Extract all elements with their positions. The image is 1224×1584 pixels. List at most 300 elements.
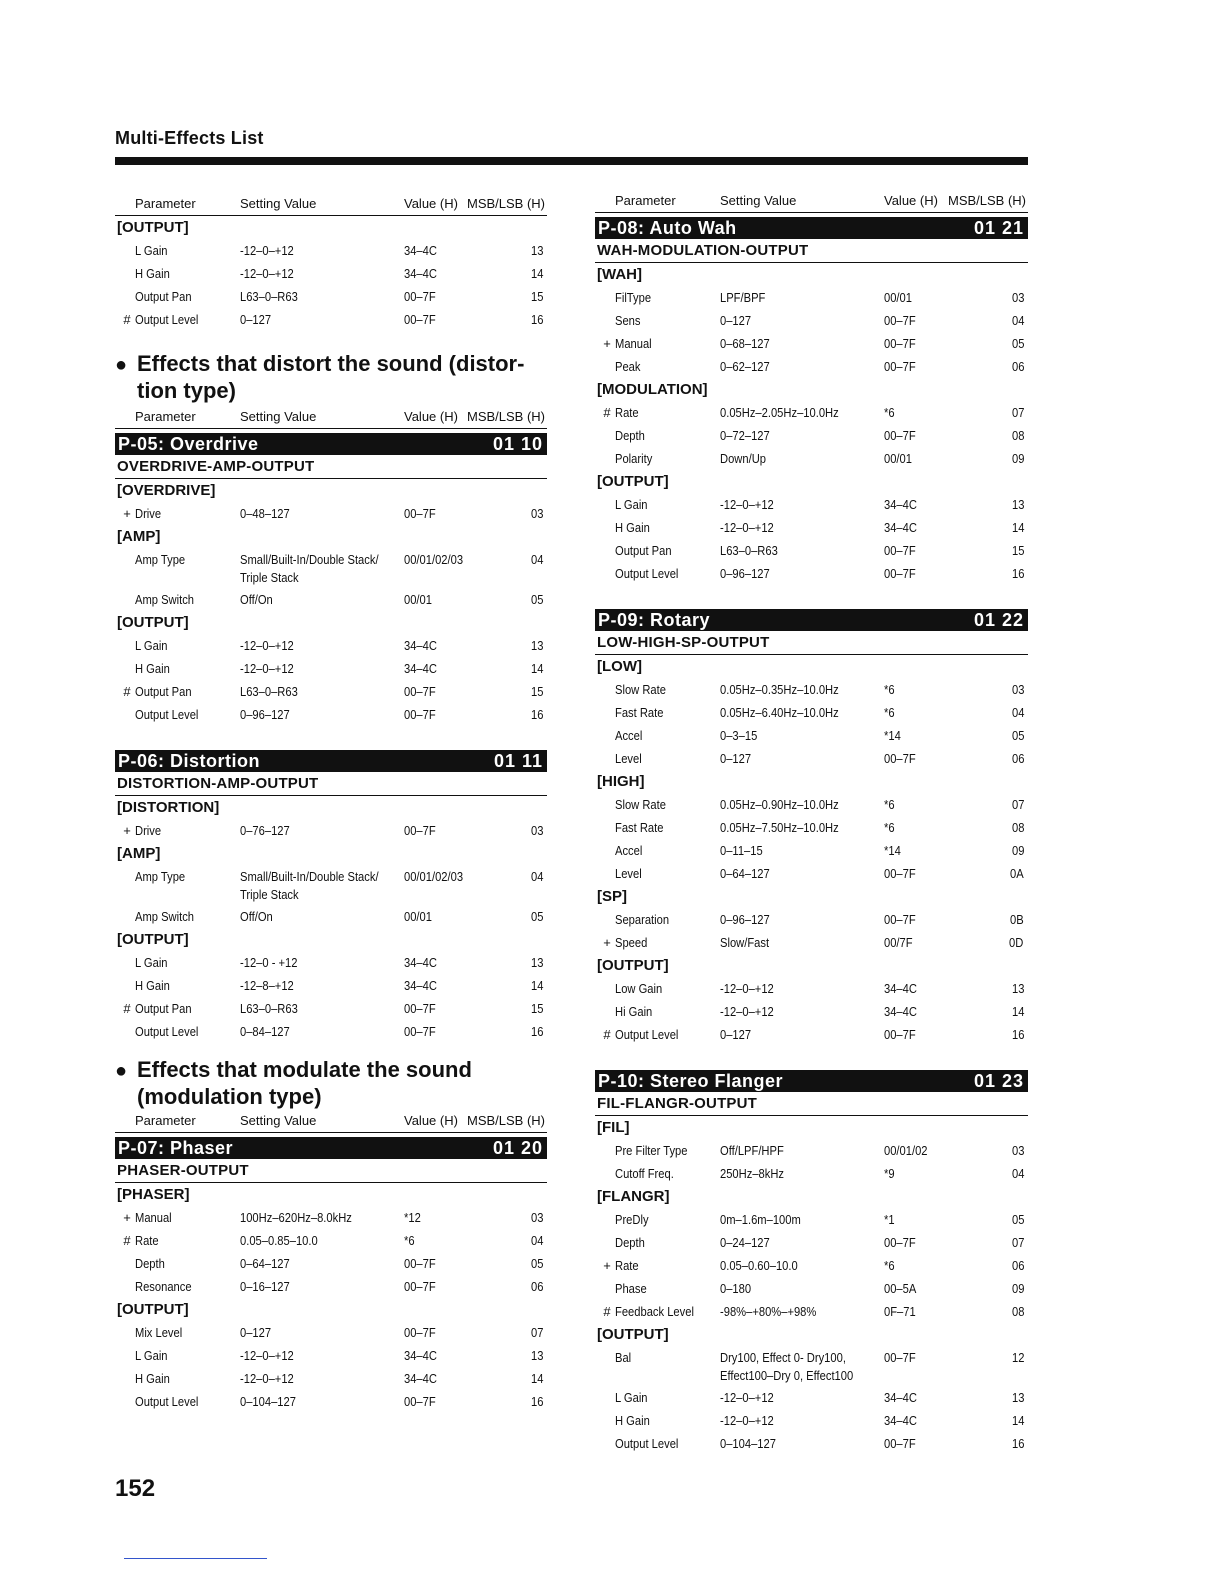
setting-line1: 0.05Hz–7.50Hz–10.0Hz: [720, 820, 839, 835]
section-heading-distort: [115, 351, 547, 404]
effect-chain: WAH-MODULATION-OUTPUT: [595, 239, 1028, 263]
setting-value: [240, 977, 294, 995]
parameter-name: H Gain: [135, 661, 170, 676]
msb-lsb: 14: [1011, 520, 1024, 535]
setting-line1: L63–0–R63: [240, 1001, 298, 1016]
value-hex: 00/01/02/03: [404, 869, 464, 884]
group-label: [OUTPUT]: [117, 614, 189, 631]
setting-line1: 0–96–127: [720, 566, 770, 581]
value-hex: 00–7F: [404, 707, 436, 722]
value-hex: *9: [884, 1166, 895, 1181]
value-hex: 0F–71: [884, 1304, 916, 1319]
setting-line1: 0–84–127: [240, 1024, 290, 1039]
group-label: [OUTPUT]: [597, 1326, 669, 1343]
parameter-name: Amp Type: [135, 869, 186, 884]
setting-value: [240, 1324, 271, 1342]
msb-lsb: 08: [1011, 820, 1024, 835]
value-hex: 00–7F: [884, 912, 916, 927]
setting-line1: 0–96–127: [720, 912, 770, 927]
table-row: [595, 332, 1028, 355]
group-label: [MODULATION]: [597, 381, 708, 398]
parameter-name: Hi Gain: [615, 1004, 653, 1019]
row-marker: #: [123, 684, 131, 699]
setting-line1: 0–3–15: [720, 728, 758, 743]
setting-value: [240, 1232, 318, 1250]
value-hex: 00/01: [884, 451, 912, 466]
setting-value: [720, 727, 757, 745]
setting-value: [720, 980, 774, 998]
msb-lsb: 13: [530, 1348, 543, 1363]
msb-lsb: 05: [1011, 1212, 1024, 1227]
setting-line1: 0–68–127: [720, 336, 770, 351]
setting-value: [720, 1003, 774, 1021]
group-label: [AMP]: [117, 528, 161, 545]
table-row: [595, 931, 1028, 954]
msb-lsb: 04: [530, 869, 543, 884]
value-hex: 34–4C: [884, 520, 917, 535]
msb-lsb: 15: [1011, 543, 1024, 558]
value-hex: *1: [884, 1212, 895, 1227]
group-label: [OUTPUT]: [117, 1301, 189, 1318]
parameter-name: Output Level: [615, 566, 679, 581]
setting-value: [720, 519, 774, 537]
msb-lsb: 15: [530, 684, 543, 699]
table-row: [595, 862, 1028, 885]
table-row: [115, 1206, 547, 1229]
footer-line: [124, 1558, 267, 1559]
setting-value: [240, 868, 379, 904]
bullet-icon: ●: [115, 1060, 128, 1082]
setting-value: [720, 934, 769, 952]
bullet-icon: ●: [115, 354, 128, 376]
table-row: [595, 516, 1028, 539]
table-row: [115, 239, 547, 262]
group-label: [PHASER]: [117, 1186, 190, 1203]
parameter-name: Output Level: [135, 312, 199, 327]
parameter-name: H Gain: [615, 520, 650, 535]
parameter-name: Low Gain: [615, 981, 663, 996]
setting-line1: 0–180: [720, 1281, 752, 1296]
msb-lsb: 13: [1011, 981, 1024, 996]
parameter-name: Level: [615, 751, 642, 766]
parameter-name: Output Level: [135, 1024, 199, 1039]
effect-title-bar: [595, 217, 1028, 239]
setting-line2: Effect100–Dry 0, Effect100: [720, 1368, 854, 1383]
effect-name: P-07: Phaser: [118, 1138, 234, 1158]
parameter-name: FilType: [615, 290, 652, 305]
setting-value: [720, 911, 770, 929]
msb-lsb: 07: [530, 1325, 543, 1340]
msb-lsb: 04: [1011, 1166, 1024, 1181]
parameter-name: Rate: [615, 1258, 639, 1273]
msb-lsb: 05: [1011, 728, 1024, 743]
setting-line1: -12–0 - +12: [240, 955, 298, 970]
effect-code: 01 10: [492, 434, 543, 454]
setting-line1: -12–0–+12: [720, 1390, 774, 1405]
value-hex: 00–7F: [884, 1350, 916, 1365]
setting-line1: 0–72–127: [720, 428, 770, 443]
table-row: [595, 678, 1028, 701]
setting-value: [240, 954, 297, 972]
column-header: [595, 190, 1028, 213]
setting-line1: Small/Built-In/Double Stack/: [240, 869, 379, 884]
parameter-name: L Gain: [135, 638, 168, 653]
value-hex: 34–4C: [404, 266, 437, 281]
row-marker: #: [123, 1233, 131, 1248]
effect-title-bar: [115, 1137, 547, 1159]
parameter-name: Manual: [615, 336, 652, 351]
setting-line1: Down/Up: [720, 451, 766, 466]
setting-value: [240, 505, 290, 523]
table-row: [595, 562, 1028, 585]
setting-line1: 0–48–127: [240, 506, 290, 521]
value-hex: 34–4C: [404, 978, 437, 993]
parameter-name: Pre Filter Type: [615, 1143, 688, 1158]
value-hex: *6: [884, 405, 895, 420]
left-column: [115, 190, 547, 1413]
table-row: [115, 680, 547, 703]
msb-lsb: 0D: [1009, 935, 1024, 950]
value-hex: *12: [404, 1210, 421, 1225]
table-row: [115, 1229, 547, 1252]
header-parameter: Parameter: [135, 196, 196, 211]
setting-line1: Small/Built-In/Double Stack/: [240, 552, 379, 567]
parameter-name: Separation: [615, 912, 670, 927]
value-hex: 00–5A: [884, 1281, 917, 1296]
group-label: [WAH]: [597, 266, 642, 283]
group-label: [OUTPUT]: [597, 957, 669, 974]
setting-line1: LPF/BPF: [720, 290, 766, 305]
setting-line1: 0.05Hz–0.35Hz–10.0Hz: [720, 682, 839, 697]
table-row: [595, 1277, 1028, 1300]
value-hex: 00–7F: [404, 1001, 436, 1016]
msb-lsb: 04: [530, 552, 543, 567]
value-hex: 34–4C: [884, 1390, 917, 1405]
setting-line1: 0.05Hz–2.05Hz–10.0Hz: [720, 405, 839, 420]
setting-value: [240, 265, 294, 283]
setting-value: [720, 1280, 751, 1298]
page-number: 152: [115, 1475, 156, 1502]
msb-lsb: 05: [530, 909, 543, 924]
group-label: [FLANGR]: [597, 1188, 670, 1205]
row-marker: +: [123, 1210, 131, 1225]
parameter-name: Polarity: [615, 451, 653, 466]
parameter-name: H Gain: [135, 266, 170, 281]
effect-p05: [115, 433, 547, 726]
group-label: [OVERDRIVE]: [117, 482, 216, 499]
msb-lsb: 07: [1011, 1235, 1024, 1250]
table-row: [595, 1254, 1028, 1277]
setting-value: [240, 1255, 290, 1273]
group-label: [HIGH]: [597, 773, 645, 790]
value-hex: 00–7F: [884, 543, 916, 558]
setting-value: [720, 335, 770, 353]
effect-name: P-10: Stereo Flanger: [598, 1071, 784, 1091]
value-hex: 00–7F: [884, 428, 916, 443]
setting-value: [240, 1023, 290, 1041]
output-rows: [115, 239, 547, 331]
msb-lsb: 07: [1011, 797, 1024, 812]
table-row: [115, 588, 547, 611]
setting-value: [240, 637, 294, 655]
group-label: [OUTPUT]: [117, 931, 189, 948]
setting-line1: 0.05Hz–6.40Hz–10.0Hz: [720, 705, 839, 720]
table-row: [115, 502, 547, 525]
msb-lsb: 06: [1011, 751, 1024, 766]
table-row: [115, 285, 547, 308]
value-hex: 00–7F: [404, 289, 436, 304]
setting-value: [720, 1349, 853, 1385]
value-hex: 34–4C: [404, 955, 437, 970]
table-row: [595, 1000, 1028, 1023]
parameter-name: Output Pan: [135, 289, 192, 304]
value-hex: 00–7F: [404, 506, 436, 521]
effect-code: 01 23: [973, 1071, 1024, 1091]
header-value: Value (H): [404, 196, 458, 211]
value-hex: 34–4C: [884, 1413, 917, 1428]
value-hex: 00–7F: [404, 1394, 436, 1409]
parameter-name: Fast Rate: [615, 820, 664, 835]
setting-value: [720, 1234, 770, 1252]
setting-value: [720, 1165, 784, 1183]
page-title: Multi-Effects List: [115, 128, 264, 148]
setting-value: [240, 1347, 294, 1365]
setting-line1: L63–0–R63: [240, 289, 298, 304]
setting-line1: 0–127: [240, 312, 272, 327]
setting-value: [240, 288, 298, 306]
msb-lsb: 04: [1011, 705, 1024, 720]
parameter-name: Output Level: [135, 1394, 199, 1409]
parameter-name: H Gain: [135, 1371, 170, 1386]
table-row: [115, 997, 547, 1020]
value-hex: 00–7F: [884, 1235, 916, 1250]
section-heading-modulate: [115, 1057, 547, 1110]
msb-lsb: 03: [1011, 290, 1024, 305]
group-label: [SP]: [597, 888, 627, 905]
group-label: [DISTORTION]: [117, 799, 220, 816]
msb-lsb: 14: [1011, 1004, 1024, 1019]
msb-lsb: 16: [1011, 1027, 1024, 1042]
value-hex: *14: [884, 843, 901, 858]
setting-value: [720, 1142, 784, 1160]
msb-lsb: 12: [1011, 1350, 1024, 1365]
value-hex: 34–4C: [404, 243, 437, 258]
table-row: [115, 1020, 547, 1043]
header-value: Value (H): [404, 1113, 458, 1128]
msb-lsb: 15: [530, 1001, 543, 1016]
effect-name: P-06: Distortion: [118, 751, 261, 771]
value-hex: 00–7F: [404, 1279, 436, 1294]
effect-name: P-09: Rotary: [598, 610, 711, 630]
table-row: [595, 1139, 1028, 1162]
effect-code: 01 11: [493, 751, 543, 771]
setting-line1: 0–127: [720, 751, 752, 766]
table-row: [595, 1432, 1028, 1455]
parameter-name: Rate: [615, 405, 639, 420]
effect-chain: PHASER-OUTPUT: [115, 1159, 547, 1183]
parameter-name: L Gain: [135, 955, 168, 970]
value-hex: *6: [404, 1233, 415, 1248]
setting-line1: 0–104–127: [720, 1436, 776, 1451]
setting-line1: 0.05Hz–0.90Hz–10.0Hz: [720, 797, 839, 812]
table-row: [115, 1252, 547, 1275]
header-setting: Setting Value: [240, 409, 317, 424]
setting-line1: L63–0–R63: [240, 684, 298, 699]
effect-code: 01 20: [492, 1138, 543, 1158]
parameter-name: H Gain: [135, 978, 170, 993]
row-marker: +: [603, 336, 611, 351]
value-hex: 34–4C: [884, 981, 917, 996]
setting-line1: -12–0–+12: [240, 1348, 294, 1363]
setting-value: [240, 1370, 294, 1388]
value-hex: 00/01: [404, 592, 432, 607]
value-hex: 34–4C: [884, 1004, 917, 1019]
setting-line1: Slow/Fast: [720, 935, 770, 950]
row-marker: +: [603, 935, 611, 950]
value-hex: 00–7F: [884, 566, 916, 581]
table-row: [115, 1344, 547, 1367]
parameter-name: Drive: [135, 823, 162, 838]
setting-line1: 0–11–15: [720, 843, 763, 858]
effect-title-bar: [595, 609, 1028, 631]
header-value: Value (H): [884, 193, 938, 208]
msb-lsb: 06: [530, 1279, 543, 1294]
setting-line1: 0–62–127: [720, 359, 770, 374]
value-hex: 00–7F: [404, 1325, 436, 1340]
table-row: [595, 1208, 1028, 1231]
header-rule: [115, 157, 1028, 165]
setting-line1: 0–64–127: [720, 866, 770, 881]
table-row: [595, 724, 1028, 747]
table-row: [595, 1346, 1028, 1386]
setting-value: [720, 842, 763, 860]
setting-value: [240, 660, 294, 678]
setting-value: [720, 1303, 816, 1321]
header-msb: MSB/LSB (H): [947, 193, 1026, 208]
setting-value: [240, 683, 298, 701]
setting-line1: -12–0–+12: [720, 497, 774, 512]
value-hex: *6: [884, 797, 895, 812]
setting-value: [720, 1211, 801, 1229]
setting-value: [720, 865, 770, 883]
value-hex: 00–7F: [404, 1024, 436, 1039]
msb-lsb: 14: [530, 661, 543, 676]
setting-line1: L63–0–R63: [720, 543, 778, 558]
setting-value: [240, 1209, 352, 1227]
setting-line1: -12–0–+12: [720, 1004, 774, 1019]
table-row: [595, 493, 1028, 516]
setting-line1: Dry100, Effect 0- Dry100,: [720, 1350, 846, 1365]
msb-lsb: 16: [530, 707, 543, 722]
parameter-name: Depth: [615, 1235, 645, 1250]
msb-lsb: 0A: [1010, 866, 1024, 881]
setting-line1: -12–0–+12: [720, 981, 774, 996]
column-header: [115, 408, 547, 429]
header-msb: MSB/LSB (H): [466, 196, 545, 211]
setting-line2: Triple Stack: [240, 887, 299, 902]
group-label: [AMP]: [117, 845, 161, 862]
parameter-name: L Gain: [615, 1390, 648, 1405]
setting-line1: 0m–1.6m–100m: [720, 1212, 801, 1227]
value-hex: *6: [884, 705, 895, 720]
table-row: [595, 401, 1028, 424]
msb-lsb: 06: [1011, 1258, 1024, 1273]
setting-value: [240, 591, 273, 609]
setting-line1: -12–0–+12: [240, 243, 294, 258]
value-hex: 00–7F: [884, 1436, 916, 1451]
msb-lsb: 08: [1011, 1304, 1024, 1319]
setting-line1: 0–96–127: [240, 707, 290, 722]
row-marker: #: [123, 312, 131, 327]
value-hex: 34–4C: [404, 661, 437, 676]
value-hex: 00/01/02/03: [404, 552, 464, 567]
setting-value: [240, 1393, 296, 1411]
group-label: [OUTPUT]: [117, 219, 189, 236]
setting-value: [720, 1412, 774, 1430]
header-msb: MSB/LSB (H): [466, 409, 545, 424]
header-parameter: Parameter: [135, 409, 196, 424]
table-row: [595, 816, 1028, 839]
parameter-name: Output Pan: [135, 684, 192, 699]
parameter-name: Feedback Level: [615, 1304, 694, 1319]
setting-line1: -12–0–+12: [240, 266, 294, 281]
table-row: [115, 1321, 547, 1344]
setting-line1: -98%–+80%–+98%: [720, 1304, 817, 1319]
msb-lsb: 13: [530, 955, 543, 970]
heading-line2: tion type): [137, 378, 236, 403]
msb-lsb: 03: [1011, 1143, 1024, 1158]
parameter-name: Level: [615, 866, 642, 881]
effect-code: 01 22: [973, 610, 1024, 630]
setting-value: [720, 704, 839, 722]
msb-lsb: 13: [530, 638, 543, 653]
parameter-name: Output Level: [615, 1027, 679, 1042]
table-row: [595, 447, 1028, 470]
effect-chain: LOW-HIGH-SP-OUTPUT: [595, 631, 1028, 655]
value-hex: 34–4C: [884, 497, 917, 512]
value-hex: 00/01/02: [884, 1143, 928, 1158]
effect-title-bar: [595, 1070, 1028, 1092]
setting-line1: -12–8–+12: [240, 978, 294, 993]
table-row: [595, 747, 1028, 770]
msb-lsb: 04: [1011, 313, 1024, 328]
setting-line1: Off/LPF/HPF: [720, 1143, 784, 1158]
msb-lsb: 16: [530, 312, 543, 327]
setting-line1: 0–127: [240, 1325, 272, 1340]
parameter-name: Drive: [135, 506, 162, 521]
value-hex: *6: [884, 682, 895, 697]
setting-line1: 0–127: [720, 313, 752, 328]
value-hex: *6: [884, 820, 895, 835]
setting-line1: 100Hz–620Hz–8.0kHz: [240, 1210, 352, 1225]
setting-value: [720, 681, 839, 699]
parameter-name: Amp Switch: [135, 592, 195, 607]
setting-line1: 0.05–0.85–10.0: [240, 1233, 318, 1248]
value-hex: 00/01: [404, 909, 432, 924]
table-row: [115, 974, 547, 997]
setting-value: [720, 750, 751, 768]
msb-lsb: 03: [530, 1210, 543, 1225]
effect-title-bar: [115, 750, 547, 772]
setting-value: [240, 311, 271, 329]
table-row: [115, 548, 547, 588]
header-value: Value (H): [404, 409, 458, 424]
table-row: [115, 1390, 547, 1413]
row-marker: +: [123, 506, 131, 521]
parameter-name: Amp Type: [135, 552, 186, 567]
parameter-name: Output Level: [615, 1436, 679, 1451]
table-row: [595, 1023, 1028, 1046]
